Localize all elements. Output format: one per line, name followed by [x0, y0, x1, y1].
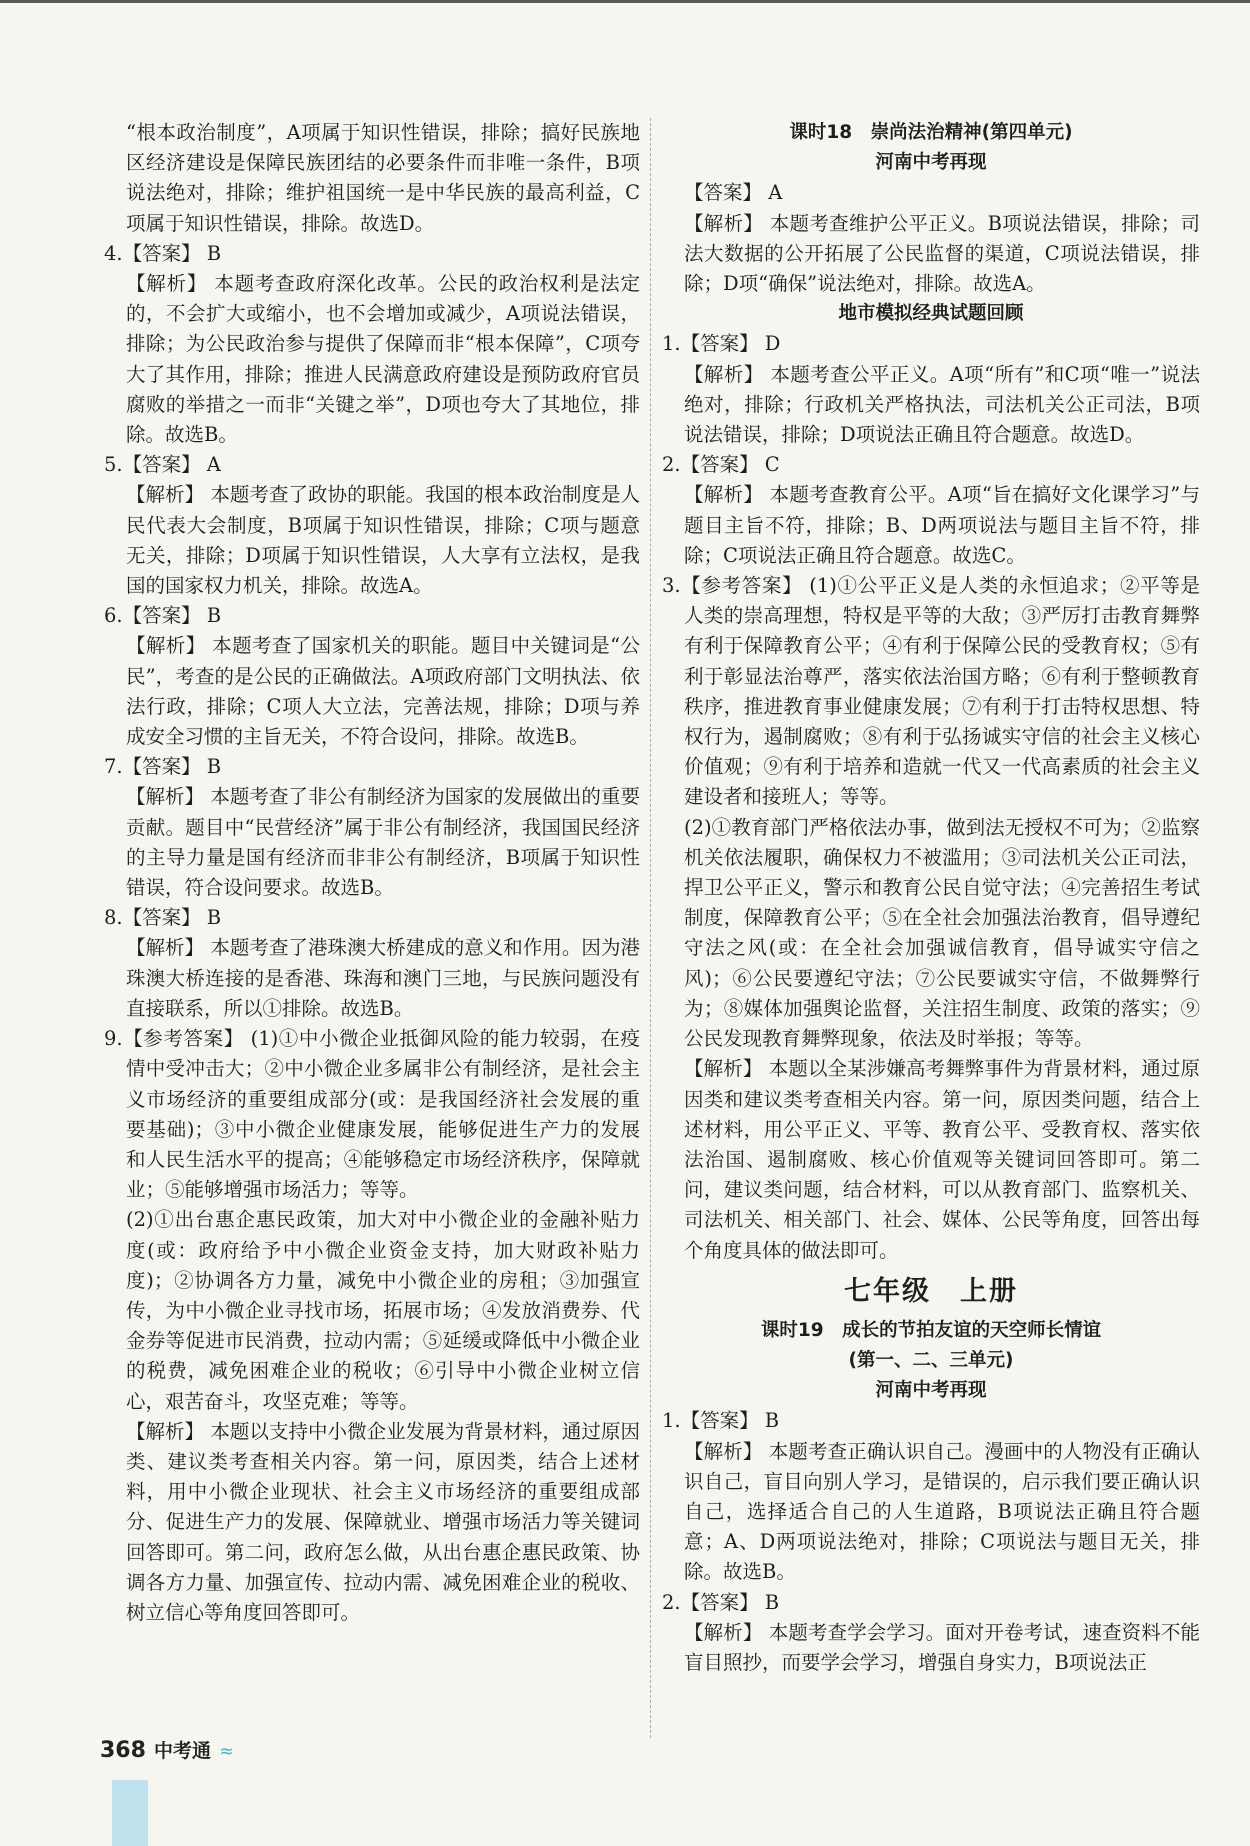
- city-mock-heading: 地市模拟经典试题回顾: [838, 303, 1024, 325]
- wave-icon: ≈: [218, 1741, 235, 1762]
- q5-analysis: 【解析】 本题考查了政协的职能。我国的根本政治制度是人民代表大会制度，B项属于知识性错误，排除；C项与题意无关，排除；D项属于知识性错误，人大享有立法权，是我国的国家权力机关，排除。故选A。: [126, 483, 640, 598]
- right-column: [662, 118, 1200, 1678]
- city-q3-reference-answer: 3.【参考答案】 (1)①公平正义是人类的永恒追求；②平等是人类的崇高理想，特权是平等的大敌；③严厉打击教育舞弊有利于保障教育公平；④有利于保障公民的受教育权；⑤有利于彰显法治尊严，落实依法治国方略；⑥有利于整顿教育秩序，推进教育事业健康发展；⑦有利于打击特权思想、特权行为，遏制腐败；⑧有利于弘扬诚实守信的社会主义核心价值观；⑨有利于培养和造就一代又一代高素质的社会主义建设者和接班人；等等。: [662, 574, 1200, 809]
- q6-analysis: 【解析】 本题考查了国家机关的职能。题目中关键词是“公民”，考查的是公民的正确做法。A项政府部门文明执法、依法行政，排除；C项人大立法，完善法规，排除；D项与养成安全习惯的主旨无关，不符合设问，排除。故选B。: [126, 634, 640, 749]
- city-q3-analysis: 【解析】 本题以全某涉嫌高考舞弊事件为背景材料，通过原因类和建议类考查相关内容。第一问，原因类问题，结合上述材料，用公平正义、平等、教育公平、受教育权、落实依法治国、遏制腐败、核心价值观等关键词回答即可。第二问，建议类问题，结合材料，可以从教育部门、监察机关、司法机关、相关部门、社会、媒体、公民等角度，回答出每个角度具体的做法即可。: [684, 1057, 1200, 1262]
- q9-reference-answer: 9.【参考答案】 (1)①中小微企业抵御风险的能力较弱，在疫情中受冲击大；②中小微企业多属非公有制经济，是社会主义市场经济的重要组成部分(或：是我国经济社会发展的重要基础)；③中小微企业健康发展，能够促进生产力的发展和人民生活水平的提高；④能够稳定市场经济秩序，保障就业；⑤能够增强市场活力；等等。: [104, 1027, 640, 1202]
- lesson-18-title: 课时18 崇尚法治精神(第四单元): [789, 122, 1073, 143]
- l19-q1-analysis: 【解析】 本题考查正确认识自己。漫画中的人物没有正确认识自己，盲目向别人学习，是错误的，启示我们要正确认识自己，选择适合自己的人生道路，B项说法正确且符合题意；A、D两项说法绝对，排除；C项说法与题目无关，排除。故选B。: [684, 1439, 1200, 1584]
- q4-answer: 4.【答案】 B: [104, 241, 222, 265]
- left-para-1: “根本政治制度”，A项属于知识性错误，排除；搞好民族地区经济建设是保障民族团结的必要条件而非唯一条件，B项说法绝对，排除；维护祖国统一是中华民族的最高利益，C项属于知识性错误，排除。故选D。: [126, 121, 640, 235]
- city-q1-answer: 1.【答案】 D: [662, 332, 781, 356]
- city-q1-analysis: 【解析】 本题考查公平正义。A项“所有”和C项“唯一”说法绝对，排除；行政机关严格执法，司法机关公正司法，B项说法错误，排除；D项说法正确且符合题意。故选D。: [684, 362, 1200, 447]
- left-column: [104, 118, 640, 1628]
- q8-answer: 8.【答案】 B: [104, 906, 222, 930]
- lesson-19-title: 课时19 成长的节拍友谊的天空师长情谊: [760, 1319, 1102, 1341]
- grade-heading: 七年级 上册: [844, 1275, 1018, 1307]
- q9-analysis: 【解析】 本题以支持中小微企业发展为背景材料，通过原因类、建议类考查相关内容。第一问，原因类，结合上述材料，用中小微企业现状、社会主义市场经济的重要组成部分、促进生产力的发展、保障就业、增强市场活力等关键词回答即可。第二问，政府怎么做，从出台惠企惠民政策、协调各方力量、加强宣传、拉动内需、减免困难企业的税收、树立信心等角度回答即可。: [126, 1419, 640, 1624]
- city-q3-part2: (2)①教育部门严格依法办事，做到法无授权不可为；②监察机关依法履职，确保权力不被滥用；③司法机关公正司法，捍卫公平正义，警示和教育公民自觉守法；④完善招生考试制度，保障教育公平；⑤在全社会加强法治教育，倡导遵纪守法之风(或：在全社会加强诚信教育，倡导诚实守信之风)；⑥公民要遵纪守法；⑦公民要诚实守信，不做舞弊行为；⑧媒体加强舆论监督，关注招生制度、政策的落实；⑨公民发现教育舞弊现象，依法及时举报；等等。: [684, 815, 1200, 1051]
- q4-analysis: 【解析】 本题考查政府深化改革。公民的政治权利是法定的，不会扩大或缩小，也不会增加或减少，A项说法错误，排除；为公民政治参与提供了保障而非“根本保障”，C项夸大了其作用，排除；推进人民满意政府建设是预防政府官员腐败的举措之一而非“关键之举”，D项也夸大了其地位，排除。故选B。: [126, 272, 640, 447]
- l19-q2-analysis: 【解析】 本题考查学会学习。面对开卷考试，速查资料不能盲目照抄，而要学会学习，增强自身实力，B项说法正: [684, 1620, 1200, 1674]
- q6-answer: 6.【答案】 B: [104, 604, 222, 628]
- q9-part2: (2)①出台惠企惠民政策，加大对中小微企业的金融补贴力度(或：政府给予中小微企业资金支持，加大财政补贴力度)；②协调各方力量，减免中小微企业的房租；③加强宣传，为中小微企业寻找市场，拓展市场；④发放消费券、代金券等促进市民消费，拉动内需；⑤延缓或降低中小微企业的税费，减免困难企业的税收；⑥引导中小微企业树立信心，艰苦奋斗，攻坚克难；等等。: [126, 1208, 640, 1413]
- lesson-19-units: (第一、二、三单元): [848, 1349, 1014, 1371]
- l19-q1-answer: 1.【答案】 B: [662, 1409, 780, 1433]
- top-rule: [0, 0, 1250, 3]
- brand-name: 中考通: [153, 1740, 211, 1762]
- henan-exam-heading-2: 河南中考再现: [875, 1380, 987, 1402]
- column-divider: [650, 118, 651, 1738]
- city-q2-answer: 2.【答案】 C: [662, 453, 780, 477]
- page-footer: [100, 1736, 234, 1763]
- l19-q2-answer: 2.【答案】 B: [662, 1590, 780, 1614]
- q7-analysis: 【解析】 本题考查了非公有制经济为国家的发展做出的重要贡献。题目中“民营经济”属于非公有制经济，我国国民经济的主导力量是国有经济而非非公有制经济，B项属于知识性错误，符合设问要求。故选B。: [126, 785, 640, 900]
- q7-answer: 7.【答案】 B: [104, 755, 222, 779]
- page-edge-tab: [112, 1780, 148, 1846]
- henan-exam-heading-1: 河南中考再现: [875, 152, 987, 174]
- l18-answer: 【答案】 A: [684, 181, 783, 205]
- l18-analysis: 【解析】 本题考查维护公平正义。B项说法错误，排除；司法大数据的公开拓展了公民监督的渠道，C项说法错误，排除；D项“确保”说法绝对，排除。故选A。: [684, 211, 1200, 296]
- q5-answer: 5.【答案】 A: [104, 453, 221, 477]
- city-q2-analysis: 【解析】 本题考查教育公平。A项“旨在搞好文化课学习”与题目主旨不符，排除；B、D两项说法与题目主旨不符，排除；C项说法正确且符合题意。故选C。: [684, 483, 1200, 567]
- q8-analysis: 【解析】 本题考查了港珠澳大桥建成的意义和作用。因为港珠澳大桥连接的是香港、珠海和澳门三地，与民族问题没有直接联系，所以①排除。故选B。: [126, 936, 640, 1020]
- page-number: 368: [100, 1738, 146, 1763]
